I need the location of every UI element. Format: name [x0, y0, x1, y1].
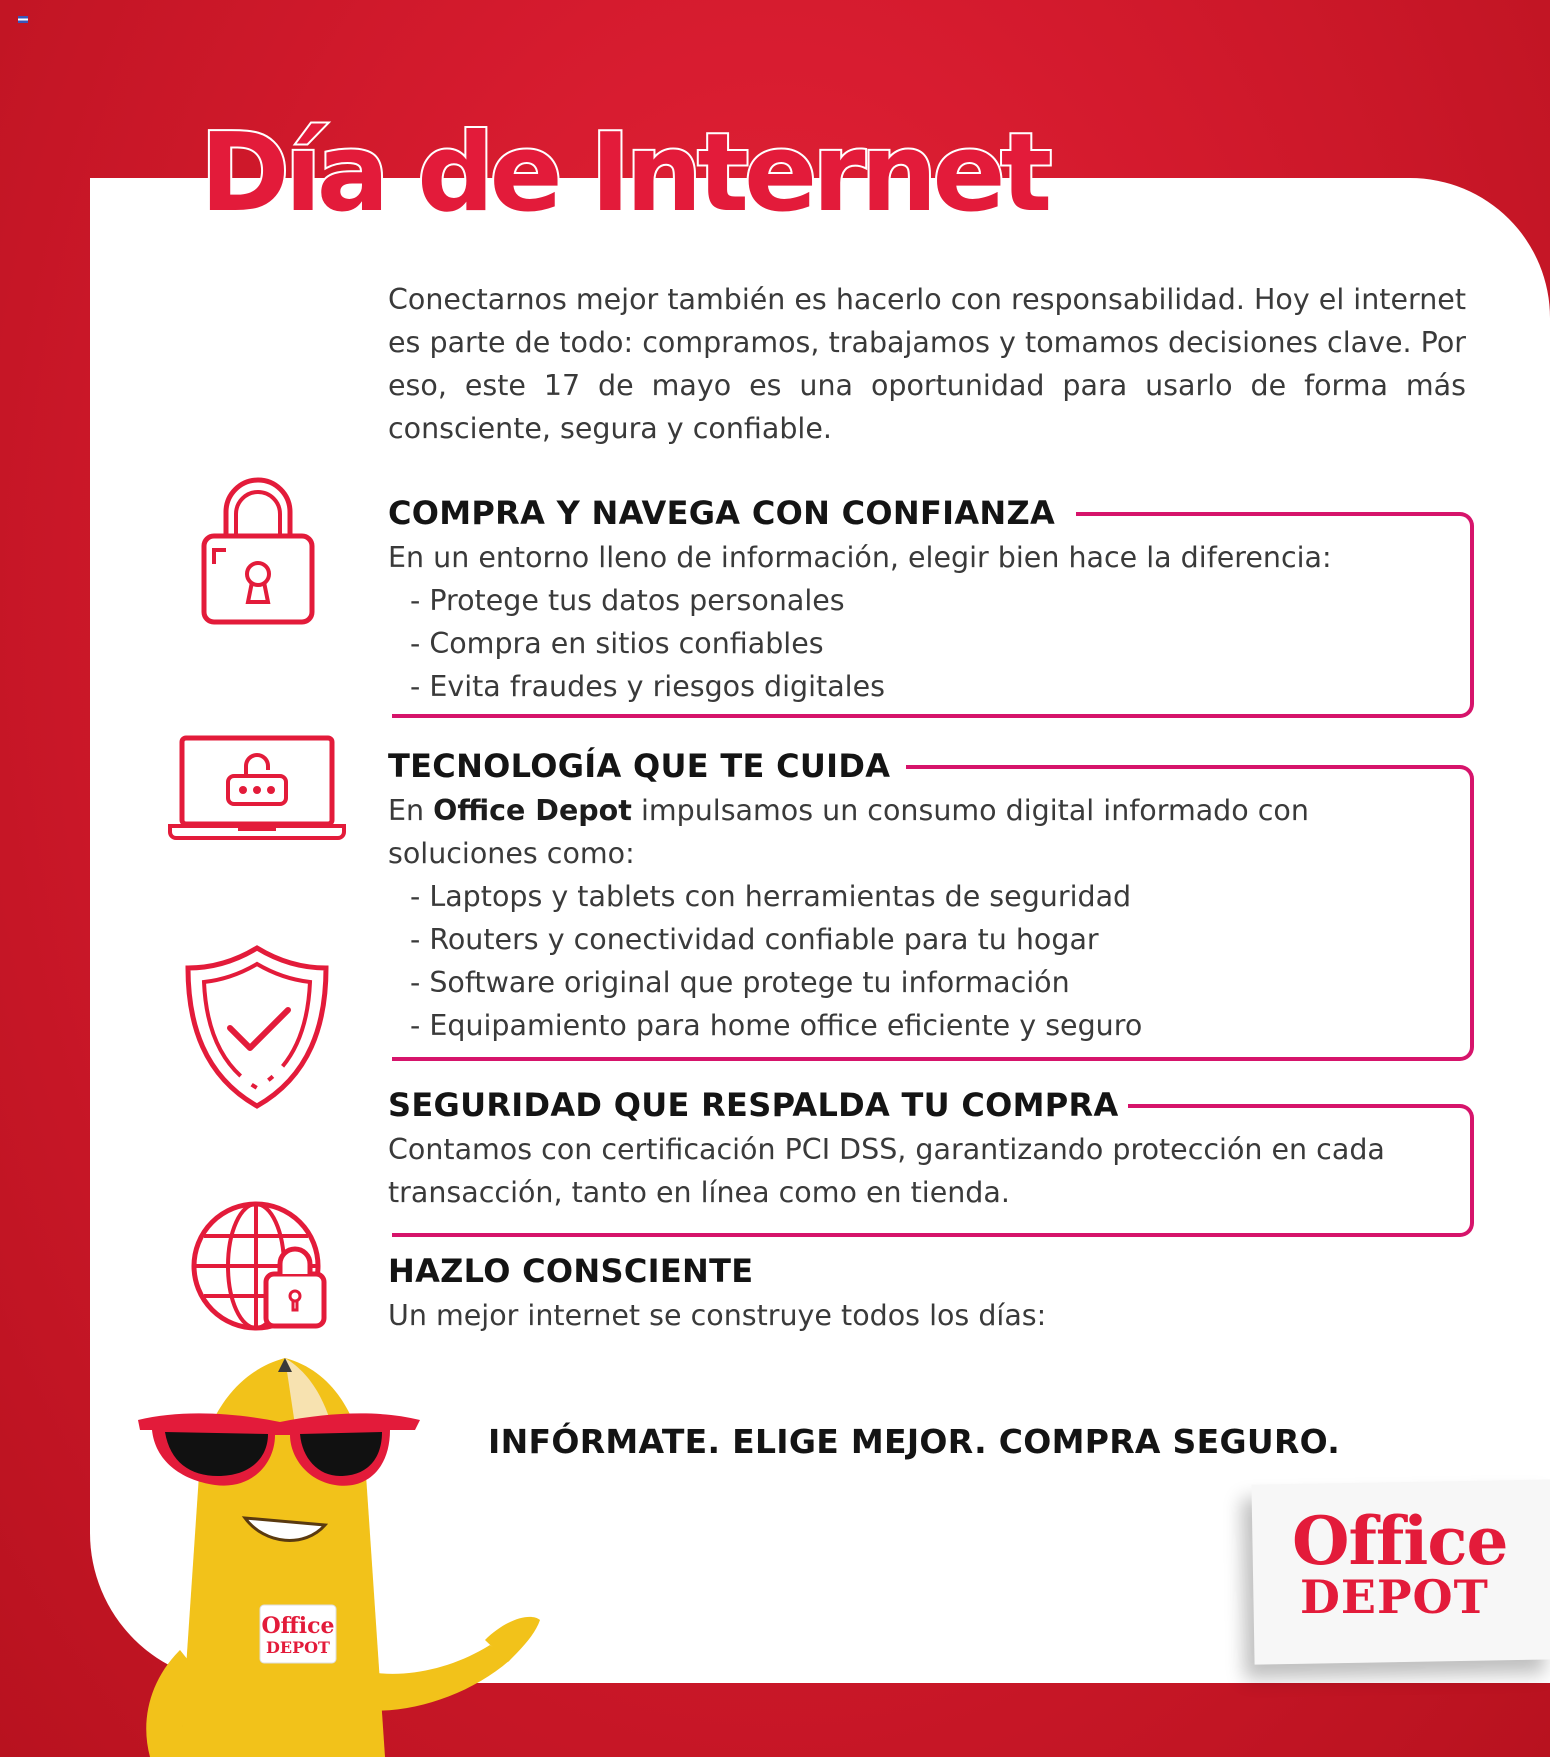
globe-lock-icon [190, 1198, 330, 1334]
list-item: - Evita fraudes y riesgos digitales [410, 670, 885, 703]
intro-paragraph: Conectarnos mejor también es hacerlo con responsabilidad. Hoy el internet es parte de todo: compramos, trabajamos y tomamos decisiones clave. Por eso, este 17 de mayo es una oportunidad para usarlo de forma más consciente, segura y confiable. [388, 283, 1466, 445]
slogan: INFÓRMATE. ELIGE MEJOR. COMPRA SEGURO. [488, 1422, 1341, 1461]
bullet-list-tecnologia [410, 875, 1142, 1047]
badge-logo-office: Office [261, 1613, 335, 1639]
section-heading-tecnologia: TECNOLOGÍA QUE TE CUIDA [388, 747, 891, 785]
pencil-mascot-illustration [90, 1350, 550, 1757]
list-item: - Laptops y tablets con herramientas de seguridad [410, 880, 1132, 913]
flag-icon [18, 16, 28, 23]
list-item: - Protege tus datos personales [410, 584, 845, 617]
padlock-icon [196, 468, 320, 628]
shield-check-icon [184, 944, 330, 1110]
logo-depot: DEPOT [1300, 1570, 1489, 1624]
brand-name: Office Depot [433, 794, 632, 827]
section-heading-seguridad: SEGURIDAD QUE RESPALDA TU COMPRA [388, 1086, 1119, 1124]
section-heading-compra: COMPRA Y NAVEGA CON CONFIANZA [388, 494, 1056, 532]
list-item: - Software original que protege tu información [410, 966, 1070, 999]
section-text-tecnologia: En Office Depot impulsamos un consumo digital informado con soluciones como: [388, 794, 1309, 870]
list-item: - Compra en sitios confiables [410, 627, 824, 660]
badge-logo-depot: DEPOT [266, 1638, 330, 1657]
bullet-list-compra [410, 579, 885, 708]
laptop-lock-icon [168, 734, 346, 840]
section-text-compra: En un entorno lleno de información, elegir bien hace la diferencia: [388, 541, 1332, 574]
section-text-seguridad: Contamos con certificación PCI DSS, garantizando protección en cada transacción, tanto en línea como en tienda. [388, 1133, 1385, 1209]
list-item: - Equipamiento para home office eficiente y seguro [410, 1009, 1143, 1042]
page-title: Día de Internet [200, 111, 1048, 236]
section-heading-hazlo: HAZLO CONSCIENTE [388, 1252, 754, 1290]
section-text-hazlo: Un mejor internet se construye todos los días: [388, 1299, 1047, 1332]
list-item: - Routers y conectividad confiable para tu hogar [410, 923, 1099, 956]
logo-office: Office [1292, 1502, 1508, 1580]
